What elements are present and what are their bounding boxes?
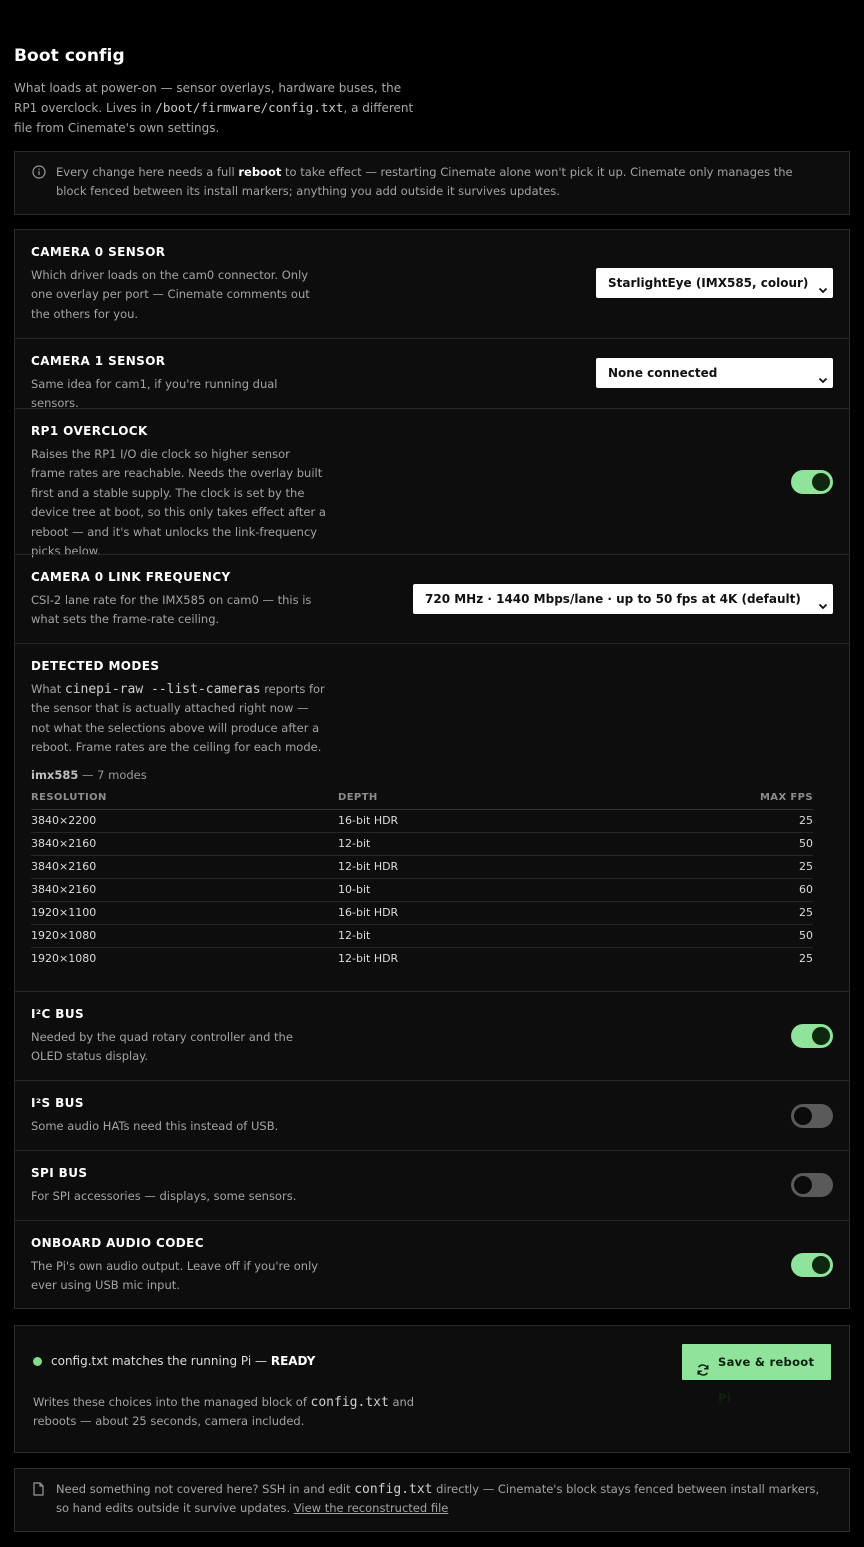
i2s-bus-title: I²S BUS (31, 1096, 84, 1110)
config-path: /boot/firmware/config.txt (155, 100, 344, 115)
row-spi-bus (15, 1150, 849, 1220)
list-cameras-command: cinepi-raw --list-cameras (64, 682, 261, 697)
page-title: Boot config (14, 46, 125, 66)
document-icon (32, 1482, 45, 1502)
header-resolution: RESOLUTION (31, 792, 107, 803)
refresh-icon (696, 1355, 710, 1391)
settings-panel (14, 229, 850, 1309)
table-row: 1920×1080 12-bit 50 (31, 925, 813, 948)
camera0-sensor-desc: Which driver loads on the cam0 connector. Only one overlay per port — Cinemate comments out the others for you. (31, 268, 310, 321)
i2s-bus-desc: Some audio HATs need this instead of USB. (31, 1119, 279, 1133)
row-i2c-bus (15, 991, 849, 1080)
i2c-bus-title: I²C BUS (31, 1007, 85, 1021)
i2s-bus-toggle[interactable] (791, 1104, 833, 1128)
table-row: 3840×2160 10-bit 60 (31, 879, 813, 902)
row-detected-modes (15, 643, 849, 991)
status-description: Writes these choices into the managed block of config.txt and reboots — about 25 seconds, camera included. (33, 1395, 415, 1429)
i2c-bus-desc: Needed by the quad rotary controller and the OLED status display. (31, 1030, 293, 1064)
rp1-overclock-desc: Raises the RP1 I/O die clock so higher sensor frame rates are reachable. Needs the overlay built first and a stable supply. The clock is set by the device tree at boot, so this only takes effect after a reboot — and it's what unlocks the link-frequency picks below. (31, 447, 326, 559)
header-depth: DEPTH (338, 792, 378, 803)
config-file-name: config.txt (354, 1482, 433, 1497)
audio-codec-desc: The Pi's own audio output. Leave off if you're only ever using USB mic input. (31, 1259, 319, 1293)
spi-bus-desc: For SPI accessories — displays, some sensors. (31, 1189, 297, 1203)
row-link-frequency (15, 554, 849, 643)
row-camera1-sensor (15, 338, 849, 411)
link-frequency-select[interactable]: 720 MHz · 1440 Mbps/lane · up to 50 fps at 4K (default) (413, 584, 833, 614)
row-rp1-overclock (15, 408, 849, 559)
detected-modes-desc: What cinepi-raw --list-cameras reports for the sensor that is actually attached right now — not what the selections above will produce after a reboot. Frame rates are the ceiling for each mode. (31, 682, 325, 755)
table-row: 1920×1080 12-bit HDR 25 (31, 952, 813, 965)
status-state: READY (270, 1354, 316, 1368)
audio-codec-title: ONBOARD AUDIO CODEC (31, 1236, 204, 1250)
config-file-name: config.txt (310, 1395, 389, 1410)
info-icon (32, 165, 46, 185)
row-camera0-sensor (15, 230, 849, 338)
chevron-down-icon (817, 593, 829, 623)
i2c-bus-toggle[interactable] (791, 1024, 833, 1048)
reboot-notice: Every change here needs a full reboot to take effect — restarting Cinemate alone won't pick it up. Cinemate only manages the block fenced between its install markers; anything you add outside it survives updates. (14, 151, 850, 215)
camera1-sensor-desc: Same idea for cam1, if you're running dual sensors. (31, 377, 278, 411)
chevron-down-icon (817, 367, 829, 397)
detected-modes-title: DETECTED MODES (31, 659, 160, 673)
modes-table-header (31, 790, 813, 810)
footer-notice: Need something not covered here? SSH in and edit config.txt directly — Cinemate's block stays fenced between install markers, so hand edits outside it survive updates. View the reconstructed file (14, 1468, 850, 1532)
camera1-sensor-title: CAMERA 1 SENSOR (31, 354, 166, 368)
rp1-overclock-toggle[interactable] (791, 470, 833, 494)
status-panel (14, 1325, 850, 1453)
modes-caption: imx585 — 7 modes (31, 768, 147, 782)
spi-bus-title: SPI BUS (31, 1166, 88, 1180)
table-row: 3840×2160 12-bit HDR 25 (31, 856, 813, 879)
status-text: config.txt matches the running Pi — READY (51, 1354, 316, 1368)
table-row: 3840×2200 16-bit HDR 25 (31, 810, 813, 833)
spi-bus-toggle[interactable] (791, 1173, 833, 1197)
audio-codec-toggle[interactable] (791, 1253, 833, 1277)
chevron-down-icon (817, 277, 829, 307)
sensor-name: imx585 (31, 768, 79, 782)
camera0-sensor-select[interactable]: StarlightEye (IMX585, colour) (596, 268, 833, 298)
camera0-sensor-title: CAMERA 0 SENSOR (31, 245, 166, 259)
page-description: What loads at power-on — sensor overlays, hardware buses, the RP1 overclock. Lives in /boot/firmware/config.txt, a different file from Cinemate's own settings. (14, 81, 414, 135)
link-frequency-desc: CSI-2 lane rate for the IMX585 on cam0 — this is what sets the frame-rate ceiling. (31, 593, 312, 627)
row-i2s-bus (15, 1080, 849, 1150)
rp1-overclock-title: RP1 OVERCLOCK (31, 424, 148, 438)
view-reconstructed-file-link[interactable]: View the reconstructed file (293, 1501, 449, 1515)
save-reboot-button[interactable]: Save & reboot Pi (682, 1344, 831, 1380)
modes-table (31, 790, 813, 971)
status-dot (33, 1357, 42, 1366)
header-max-fps: MAX FPS (759, 792, 813, 803)
camera1-sensor-select[interactable]: None connected (596, 358, 833, 388)
table-row: 1920×1100 16-bit HDR 25 (31, 902, 813, 925)
link-frequency-title: CAMERA 0 LINK FREQUENCY (31, 570, 231, 584)
table-row: 3840×2160 12-bit 50 (31, 833, 813, 856)
row-audio-codec (15, 1220, 849, 1308)
